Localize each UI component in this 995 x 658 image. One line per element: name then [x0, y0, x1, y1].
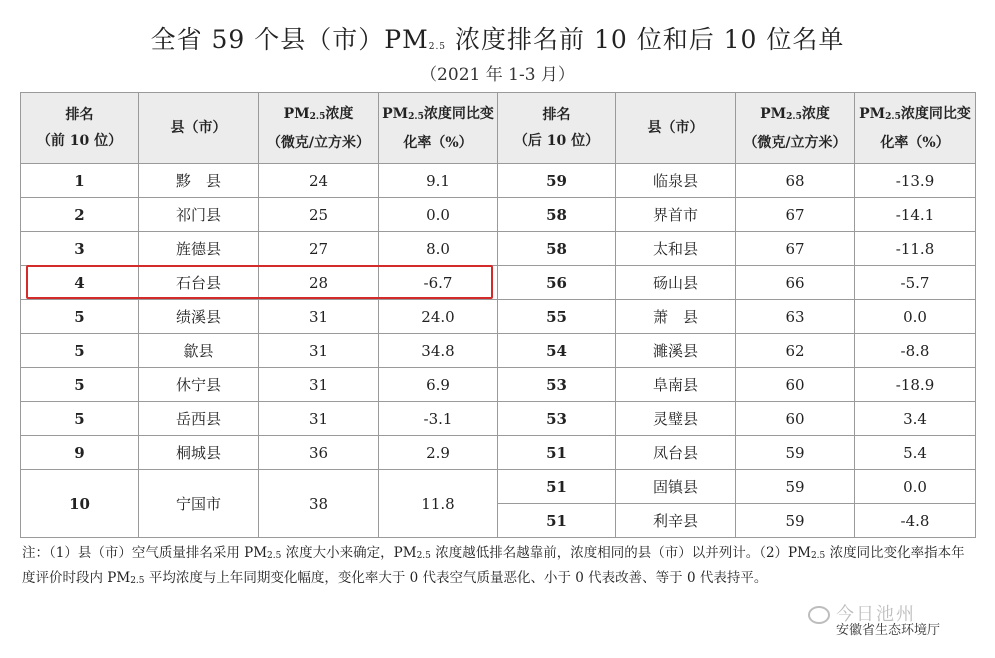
wechat-icon — [808, 606, 830, 624]
table-header-row — [21, 93, 976, 164]
change-cell: 6.9 — [379, 368, 498, 402]
pm25-cell: 67 — [736, 232, 855, 266]
change-cell: -5.7 — [855, 266, 976, 300]
county-cell: 萧 县 — [616, 300, 736, 334]
change-cell: 8.0 — [379, 232, 498, 266]
county-cell: 阜南县 — [616, 368, 736, 402]
county-cell: 祁门县 — [139, 198, 259, 232]
table-row — [21, 402, 976, 436]
county-cell: 凤台县 — [616, 436, 736, 470]
change-cell: -8.8 — [855, 334, 976, 368]
pm25-cell: 59 — [736, 470, 855, 504]
county-cell: 砀山县 — [616, 266, 736, 300]
county-cell: 宁国市 — [139, 470, 259, 538]
rank-cell: 56 — [498, 266, 616, 300]
change-cell: 11.8 — [379, 470, 498, 538]
change-cell: -13.9 — [855, 164, 976, 198]
pm25-cell: 25 — [259, 198, 379, 232]
change-cell: -6.7 — [379, 266, 498, 300]
change-cell: 0.0 — [855, 470, 976, 504]
county-cell: 旌德县 — [139, 232, 259, 266]
pm25-cell: 67 — [736, 198, 855, 232]
pm25-cell: 27 — [259, 232, 379, 266]
table-row — [21, 232, 976, 266]
county-cell: 临泉县 — [616, 164, 736, 198]
rank-cell: 3 — [21, 232, 139, 266]
county-cell: 休宁县 — [139, 368, 259, 402]
pm25-cell: 31 — [259, 368, 379, 402]
county-cell: 歙县 — [139, 334, 259, 368]
change-cell: -11.8 — [855, 232, 976, 266]
table-row — [21, 470, 976, 504]
county-cell: 界首市 — [616, 198, 736, 232]
pm25-cell: 59 — [736, 436, 855, 470]
pm25-cell: 66 — [736, 266, 855, 300]
rank-cell: 5 — [21, 334, 139, 368]
rank-cell: 51 — [498, 504, 616, 538]
header-rank-bottom: 排名 （后 10 位） — [498, 93, 616, 164]
header-county: 县（市） — [616, 93, 736, 164]
rank-cell: 53 — [498, 402, 616, 436]
pm25-cell: 60 — [736, 402, 855, 436]
table-row — [21, 164, 976, 198]
change-cell: 2.9 — [379, 436, 498, 470]
change-cell: 9.1 — [379, 164, 498, 198]
pm25-cell: 62 — [736, 334, 855, 368]
county-cell: 绩溪县 — [139, 300, 259, 334]
rank-cell: 51 — [498, 436, 616, 470]
pm25-cell: 31 — [259, 402, 379, 436]
pm25-cell: 38 — [259, 470, 379, 538]
rank-cell: 2 — [21, 198, 139, 232]
rank-cell: 58 — [498, 198, 616, 232]
county-cell: 黟 县 — [139, 164, 259, 198]
table-row — [21, 436, 976, 470]
rank-cell: 9 — [21, 436, 139, 470]
rank-cell: 54 — [498, 334, 616, 368]
pm25-cell: 60 — [736, 368, 855, 402]
header-change: $PM_{2.5}$浓度同比变 化率（%） — [855, 93, 976, 164]
ranking-table — [20, 92, 976, 538]
change-cell: 34.8 — [379, 334, 498, 368]
change-cell: 0.0 — [855, 300, 976, 334]
rank-cell: 4 — [21, 266, 139, 300]
pm25-cell: 68 — [736, 164, 855, 198]
header-rank-top: 排名 （前 10 位） — [21, 93, 139, 164]
rank-cell: 59 — [498, 164, 616, 198]
source-label: 安徽省生态环境厅 — [836, 623, 941, 638]
county-cell: 石台县 — [139, 266, 259, 300]
header-county: 县（市） — [139, 93, 259, 164]
header-change: $PM_{2.5}$浓度同比变 化率（%） — [379, 93, 498, 164]
change-cell: 5.4 — [855, 436, 976, 470]
rank-cell: 1 — [21, 164, 139, 198]
county-cell: 岳西县 — [139, 402, 259, 436]
county-cell: 濉溪县 — [616, 334, 736, 368]
pm25-cell: 63 — [736, 300, 855, 334]
table-row — [21, 368, 976, 402]
header-pm25: $PM_{2.5}$浓度 （微克/立方米） — [259, 93, 379, 164]
rank-cell: 5 — [21, 368, 139, 402]
pm25-cell: 31 — [259, 334, 379, 368]
pm25-cell: 31 — [259, 300, 379, 334]
document-title: 全省 59 个县（市）$PM_{2.5}$ 浓度排名前 10 位和后 10 位名单 — [150, 25, 845, 54]
rank-cell: 5 — [21, 300, 139, 334]
change-cell: 24.0 — [379, 300, 498, 334]
rank-cell: 51 — [498, 470, 616, 504]
highlight-box — [26, 265, 493, 299]
county-cell: 太和县 — [616, 232, 736, 266]
county-cell: 固镇县 — [616, 470, 736, 504]
footnote: 注：（1）县（市）空气质量排名采用 $PM_{2.5}$ 浓度大小来确定，$PM_{2.5}$ 浓度越低排名越靠前，浓度相同的县（市）以并列计。$(2)PM_{2.5}$ 浓度同比变化率指本年度评价时段内 $PM_{2.5}$ 平均浓度与上年同期变化幅度，变化率大于 0 代表空气质量恶化、小于 0 代表改善、等于 0 代表持平。 — [22, 545, 965, 586]
pm25-cell: 28 — [259, 266, 379, 300]
county-cell: 灵璧县 — [616, 402, 736, 436]
change-cell: -4.8 — [855, 504, 976, 538]
watermark: 今日池州 — [808, 600, 916, 626]
rank-cell: 10 — [21, 470, 139, 538]
rank-cell: 55 — [498, 300, 616, 334]
table-row — [21, 300, 976, 334]
change-cell: 3.4 — [855, 402, 976, 436]
change-cell: -14.1 — [855, 198, 976, 232]
table-row — [21, 198, 976, 232]
pm25-cell: 59 — [736, 504, 855, 538]
change-cell: -18.9 — [855, 368, 976, 402]
document-subtitle: （2021 年 1-3 月） — [420, 65, 575, 85]
county-cell: 桐城县 — [139, 436, 259, 470]
county-cell: 利辛县 — [616, 504, 736, 538]
pm25-cell: 36 — [259, 436, 379, 470]
rank-cell: 53 — [498, 368, 616, 402]
change-cell: 0.0 — [379, 198, 498, 232]
rank-cell: 5 — [21, 402, 139, 436]
header-pm25: $PM_{2.5}$浓度 （微克/立方米） — [736, 93, 855, 164]
table-row — [21, 334, 976, 368]
rank-cell: 58 — [498, 232, 616, 266]
pm25-cell: 24 — [259, 164, 379, 198]
change-cell: -3.1 — [379, 402, 498, 436]
